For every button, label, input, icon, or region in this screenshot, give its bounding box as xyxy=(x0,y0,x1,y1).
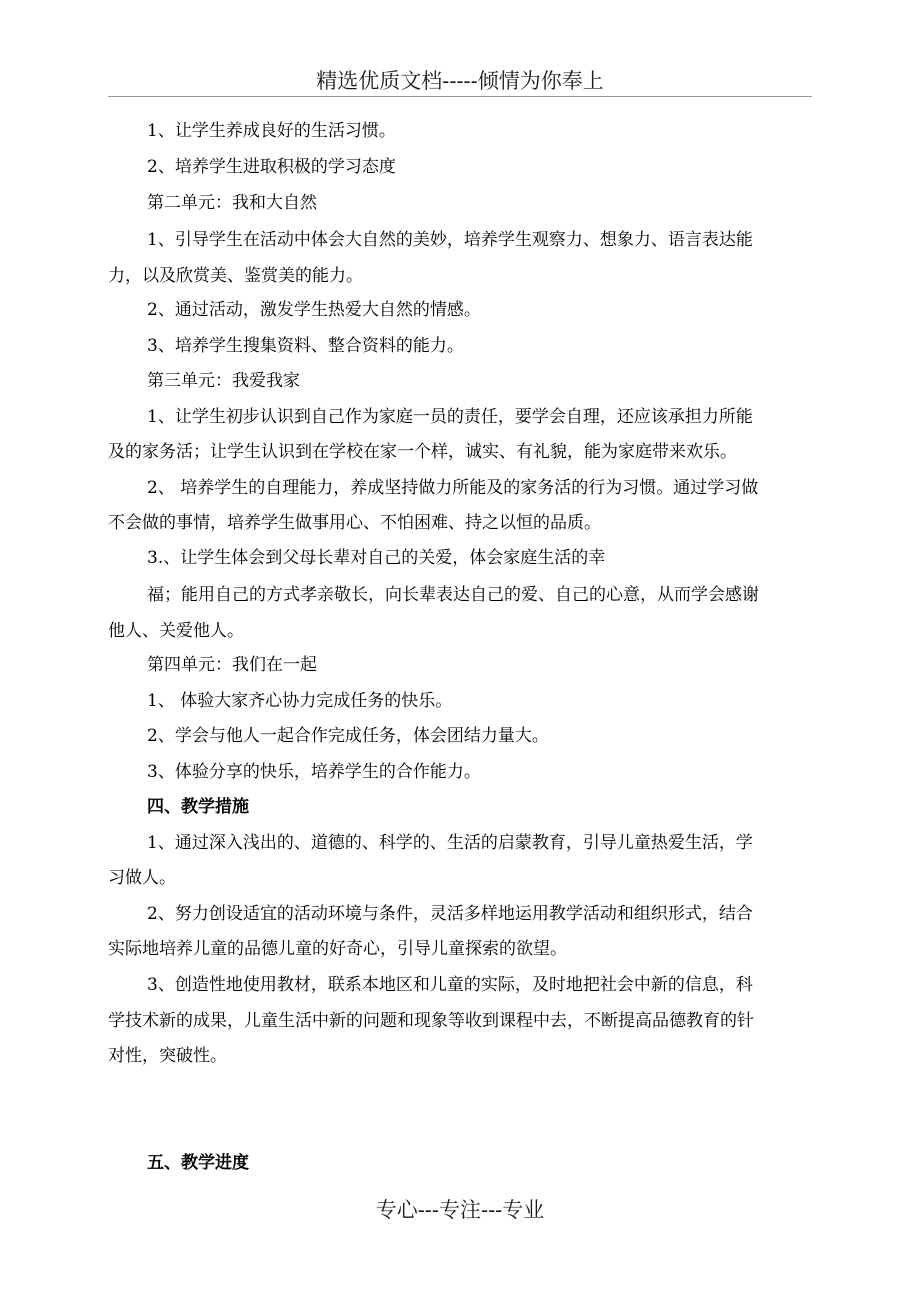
text-line: 1、引导学生在活动中体会大自然的美妙，培养学生观察力、想象力、语言表达能 xyxy=(147,230,753,250)
text-line: 实际地培养儿童的品德儿童的好奇心，引导儿童探索的欲望。 xyxy=(108,939,567,959)
text-line: 2、通过活动，激发学生热爱大自然的情感。 xyxy=(147,300,481,320)
header-divider xyxy=(108,96,812,97)
text-line: 2、 培养学生的自理能力，养成坚持做力所能及的家务活的行为习惯。通过学习做 xyxy=(147,478,759,498)
section-heading-schedule: 五、教学进度 xyxy=(147,1153,249,1173)
text-line: 3、体验分享的快乐，培养学生的合作能力。 xyxy=(147,762,481,782)
section-heading-unit-2: 第二单元：我和大自然 xyxy=(147,193,317,213)
text-line: 1、通过深入浅出的、道德的、科学的、生活的启蒙教育，引导儿童热爱生活，学 xyxy=(147,833,753,853)
text-line: 3.、让学生体会到父母长辈对自己的关爱，体会家庭生活的幸 xyxy=(147,548,606,568)
text-line: 习做人。 xyxy=(108,868,176,888)
section-heading-unit-4: 第四单元：我们在一起 xyxy=(147,655,317,675)
text-line: 及的家务活；让学生认识到在学校在家一个样，诚实、有礼貌，能为家庭带来欢乐。 xyxy=(108,442,737,462)
text-line: 不会做的事情，培养学生做事用心、不怕困难、持之以恒的品质。 xyxy=(108,513,601,533)
page-header: 精选优质文档-----倾情为你奉上 xyxy=(316,69,604,93)
text-line: 他人、关爱他人。 xyxy=(108,621,244,641)
text-line: 1、让学生养成良好的生活习惯。 xyxy=(147,121,396,141)
text-line: 1、让学生初步认识到自己作为家庭一员的责任，要学会自理，还应该承担力所能 xyxy=(147,407,753,427)
text-line: 力，以及欣赏美、鉴赏美的能力。 xyxy=(108,266,363,286)
text-line: 1、 体验大家齐心协力完成任务的快乐。 xyxy=(147,691,453,711)
text-line: 2、培养学生进取积极的学习态度 xyxy=(147,157,396,177)
section-heading-unit-3: 第三单元：我爱我家 xyxy=(147,371,300,391)
text-line: 2、努力创设适宜的活动环境与条件，灵活多样地运用教学活动和组织形式，结合 xyxy=(147,904,753,924)
text-line: 3、培养学生搜集资料、整合资料的能力。 xyxy=(147,336,464,356)
text-line: 学技术新的成果，儿童生活中新的问题和现象等收到课程中去，不断提高品德教育的针 xyxy=(108,1011,754,1031)
page-footer: 专心---专注---专业 xyxy=(375,1198,545,1222)
text-line: 对性，突破性。 xyxy=(108,1046,227,1066)
text-line: 福；能用自己的方式孝亲敬长，向长辈表达自己的爱、自己的心意，从而学会感谢 xyxy=(147,585,759,605)
text-line: 2、学会与他人一起合作完成任务，体会团结力量大。 xyxy=(147,726,549,746)
text-line: 3、创造性地使用教材，联系本地区和儿童的实际，及时地把社会中新的信息，科 xyxy=(147,975,753,995)
section-heading-measures: 四、教学措施 xyxy=(147,797,249,817)
